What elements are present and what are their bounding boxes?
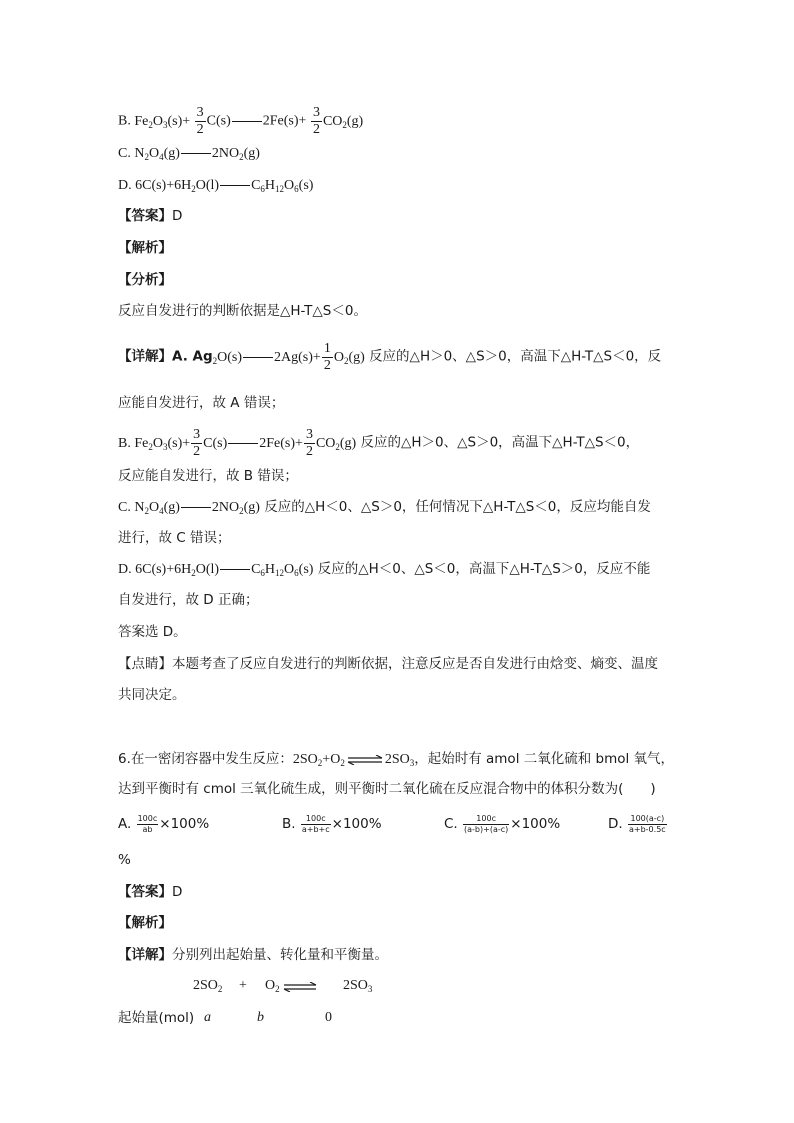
question-6-line2: 达到平衡时有 cmol 三氧化硫生成，则平衡时二氧化硫在反应混合物中的体积分数为( ) — [118, 781, 656, 797]
eq-row-plus: + — [239, 978, 247, 993]
reaction-arrow — [228, 443, 258, 444]
equilibrium-arrow-icon — [283, 982, 317, 992]
detail-2-line: 【详解】分别列出起始量、转化量和平衡量。 — [118, 947, 388, 963]
eq-row-o2: $O_2$ — [265, 978, 280, 994]
option-label: B. — [118, 113, 131, 129]
dianjing-line2: 共同决定。 — [118, 687, 186, 703]
detail-a-line2: 应能自发进行，故 A 错误； — [118, 395, 285, 411]
fraction: $\frac{3}{2}$ — [196, 105, 204, 137]
question-prefix: 6.在一密闭容器中发生反应： — [118, 751, 293, 767]
fraction: $\frac{3}{2}$ — [312, 105, 320, 137]
analysis-2-heading: 【解析】 — [118, 915, 172, 931]
detail-a-line: 【详解】A. $Ag_2O(s)$ 2Ag(s)+ $\frac{1}{2}$ $O_2(g)$ 反应的△H＞0、△S＞0，高温下△H-T△S＜0，反 — [118, 341, 662, 373]
question-6-line1: 6.在一密闭容器中发生反应：$2SO_2+O_2$ $2SO_3$，起始时有 amol 二氧化硫和 bmol 氧气， — [118, 751, 675, 768]
answer-choice: 答案选 D。 — [118, 624, 187, 640]
answer-value: D — [172, 208, 183, 224]
option-b-line — [118, 106, 363, 137]
option-c[interactable]: C. $\frac{100c}{(a-b)+(a-c)}$ ×100% — [444, 813, 561, 834]
start-row-a: a — [204, 1010, 211, 1025]
detail-b-line: B. $Fe_2O_3(s)+$ $\frac{3}{2}$ C(s) 2Fe(s)+ $\frac{3}{2}$ $CO_2(g)$ 反应的△H＞0、△S＞0，高温下△H-T△S＜0， — [118, 427, 640, 459]
option-d[interactable]: D. $\frac{100(a-c)}{a+b-0.5c}$ — [608, 813, 666, 834]
fraction: $\frac{3}{2}$ — [305, 427, 313, 459]
eq-row-so2: $2SO_2$ — [193, 978, 223, 994]
answer-1 — [118, 206, 182, 226]
question-6-options — [118, 814, 678, 838]
fraction: $\frac{3}{2}$ — [193, 427, 201, 459]
option-d-line: D. $6C(s)+6H_2O(l)$ $C_6H_{12}O_6(s)$ — [118, 178, 314, 194]
formula: $CO_2(g)$ — [322, 113, 364, 130]
detail-a-text: 反应的△H＞0、△S＞0，高温下△H-T△S＜0，反 — [369, 348, 662, 365]
option-text: C. N — [118, 146, 145, 161]
reaction-arrow — [243, 357, 273, 358]
reaction-arrow — [181, 507, 211, 508]
percent-sign: % — [118, 852, 131, 868]
fenxi-text: 反应自发进行的判断依据是△H-T△S＜0。 — [118, 303, 367, 319]
answer-2 — [118, 882, 182, 902]
fraction: $\frac{1}{2}$ — [323, 341, 331, 373]
option-c-line: C. $N_2O_4(g)$ $2NO_2(g)$ — [118, 146, 260, 162]
question-text: ，起始时有 amol 二氧化硫和 bmol 氧气， — [414, 751, 675, 767]
start-row-b: b — [257, 1010, 264, 1025]
dianjing-line1: 【点睛】本题考查了反应自发进行的判断依据，注意反应是否自发进行由焓变、熵变、温度 — [118, 656, 658, 672]
eq-row-so3: $2SO_3$ — [343, 978, 373, 994]
option-a[interactable]: A. $\frac{100c}{ab}$ ×100% — [118, 813, 210, 834]
answer-label: 【答案】 — [118, 884, 172, 900]
reaction-arrow — [220, 569, 250, 570]
fraction: $\frac{100c}{a+b+c}$ — [301, 813, 330, 834]
fraction: $\frac{100(a-c)}{a+b-0.5c}$ — [628, 813, 666, 834]
equilibrium-arrow-icon — [347, 755, 383, 765]
start-row-label: 起始量(mol) — [118, 1010, 195, 1026]
answer-value: D — [172, 884, 183, 900]
fraction: $\frac{100c}{ab}$ — [137, 813, 158, 834]
detail-d-text: 反应的△H＜0、△S＜0，高温下△H-T△S＞0，反应不能 — [317, 561, 651, 577]
fenxi-heading: 【分析】 — [118, 272, 172, 288]
formula: $Fe_2O_3(s)+$ — [134, 113, 191, 130]
detail-c-text: 反应的△H＜0、△S＞0，任何情况下△H-T△S＜0，反应均能自发 — [264, 499, 651, 515]
fraction: $\frac{100c}{(a-b)+(a-c)}$ — [464, 813, 509, 834]
detail-b-text: 反应的△H＞0、△S＞0，高温下△H-T△S＜0， — [360, 434, 640, 451]
reaction-arrow — [232, 121, 262, 122]
detail-c-line: C. $N_2O_4(g)$ $2NO_2(g)$ 反应的△H＜0、△S＞0，任何情况下△H-T△S＜0，反应均能自发 — [118, 499, 651, 516]
detail-d-line2: 自发进行，故 D 正确； — [118, 592, 259, 608]
reaction-arrow — [220, 185, 250, 186]
detail-c-line2: 进行，故 C 错误； — [118, 530, 231, 546]
formula: C(s) — [206, 113, 231, 129]
detail-b-line2: 反应能自发进行，故 B 错误； — [118, 468, 298, 484]
answer-label: 【答案】 — [118, 208, 172, 224]
detail-a-prefix: 【详解】A. Ag — [118, 348, 213, 365]
start-row-zero: 0 — [325, 1010, 332, 1025]
analysis-1-heading: 【解析】 — [118, 240, 172, 256]
detail-d-line: D. $6C(s)+6H_2O(l)$ $C_6H_{12}O_6(s)$ 反应的△H＜0、△S＜0，高温下△H-T△S＞0，反应不能 — [118, 561, 651, 578]
option-text: D. 6C(s)+6H — [118, 178, 192, 193]
reaction-arrow — [181, 153, 211, 154]
option-b[interactable]: B. $\frac{100c}{a+b+c}$ ×100% — [282, 813, 382, 834]
formula: 2Fe(s)+ — [262, 113, 307, 129]
